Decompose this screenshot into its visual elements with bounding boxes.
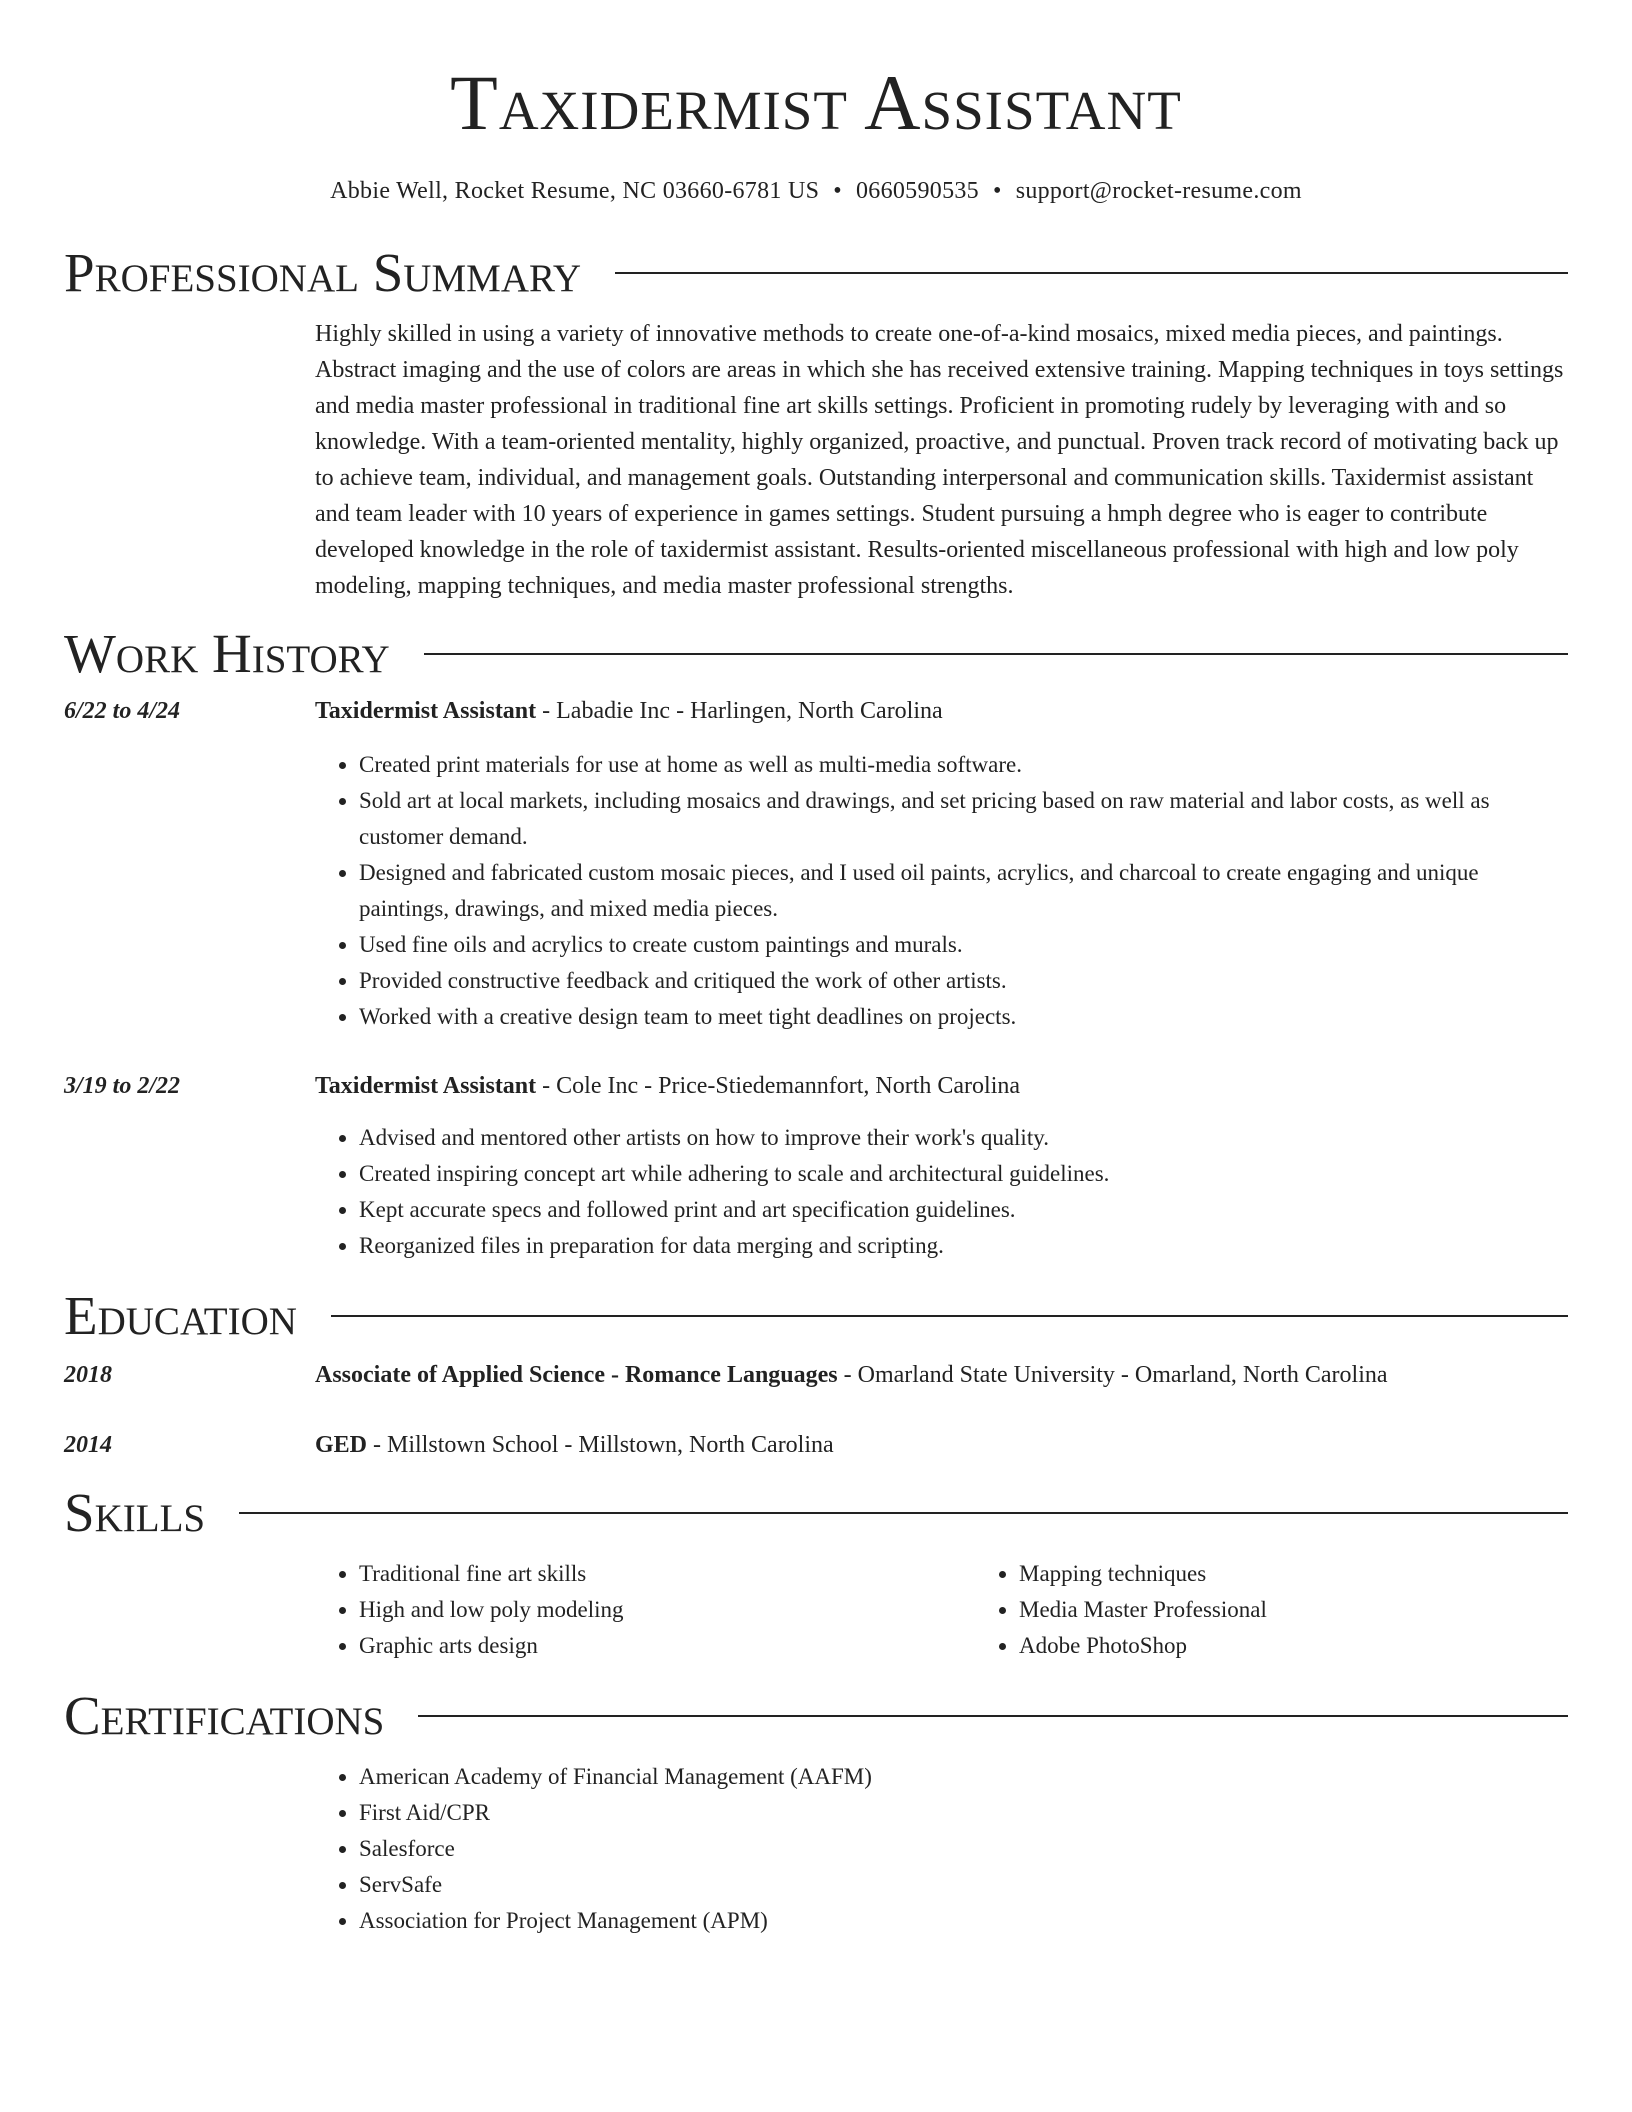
list-item: • Mapping techniques [1019, 1556, 1632, 1592]
education-year: 2014 [64, 1432, 112, 1458]
list-item: • High and low poly modeling [359, 1592, 975, 1628]
job-bullets [315, 1120, 1568, 1264]
education-details: - Millstown School - Millstown, North Carolina [367, 1432, 834, 1458]
job-dates: 6/22 to 4/24 [64, 698, 181, 724]
section-divider [418, 1715, 1568, 1717]
resume-title: Taxidermist Assistant [450, 59, 1182, 146]
certifications-list [315, 1759, 1568, 1939]
summary-row [64, 316, 1568, 604]
education-details: - Omarland State University - Omarland, North Carolina [837, 1362, 1388, 1388]
certifications-section-header [64, 1685, 1568, 1746]
work-section-header [64, 623, 1568, 684]
skills-list-right [975, 1556, 1632, 1664]
section-divider [331, 1315, 1568, 1317]
job-bullets [315, 747, 1568, 1035]
skills-heading: Skills [64, 1482, 206, 1543]
list-item: • Worked with a creative design team to meet tight deadlines on projects. [359, 999, 1568, 1035]
job-dates: 3/19 to 2/22 [64, 1073, 181, 1099]
education-heading: Education [64, 1285, 297, 1346]
job-details: - Cole Inc - Price-Stiedemannfort, North Carolina [536, 1073, 1021, 1099]
contact-line [64, 178, 1568, 205]
education-degree: Associate of Applied Science - Romance Languages [315, 1362, 838, 1388]
education-degree: GED [315, 1432, 368, 1458]
job-title-line [315, 693, 1568, 729]
list-item: • Media Master Professional [1019, 1592, 1632, 1628]
education-section-header [64, 1285, 1568, 1346]
list-item: • Created print materials for use at home as well as multi-media software. [359, 747, 1568, 783]
skills-grid [315, 1556, 1632, 1664]
contact-address: Abbie Well, Rocket Resume, NC 03660-6781 US [330, 178, 820, 204]
contact-separator: • [992, 178, 1002, 204]
work-heading: Work History [64, 623, 390, 684]
list-item: • Provided constructive feedback and critiqued the work of other artists. [359, 963, 1568, 999]
contact-phone: 0660590535 [855, 178, 979, 204]
list-item: • American Academy of Financial Management (AAFM) [359, 1759, 1568, 1795]
list-item: • Advised and mentored other artists on how to improve their work's quality. [359, 1120, 1568, 1156]
skills-list-left [315, 1556, 975, 1664]
list-item: • Designed and fabricated custom mosaic pieces, and I used oil paints, acrylics, and charcoal to create engaging and unique paintings, drawings, and mixed media pieces. [359, 855, 1568, 927]
job-title-line [315, 1068, 1568, 1104]
education-entry [64, 1357, 1568, 1393]
section-divider [615, 272, 1568, 274]
list-item: • Graphic arts design [359, 1628, 975, 1664]
list-item: • First Aid/CPR [359, 1795, 1568, 1831]
education-year: 2018 [64, 1362, 112, 1388]
education-entry [64, 1427, 1568, 1463]
skills-row [64, 1556, 1568, 1664]
certifications-heading: Certifications [64, 1685, 385, 1746]
list-item: • Kept accurate specs and followed print and art specification guidelines. [359, 1192, 1568, 1228]
job-title: Taxidermist Assistant [315, 1073, 537, 1099]
summary-section-header [64, 242, 1568, 303]
section-divider [239, 1512, 1568, 1514]
job-details: - Labadie Inc - Harlingen, North Carolina [536, 698, 943, 724]
summary-text: Highly skilled in using a variety of innovative methods to create one-of-a-kind mosaics, mixed media pieces, and paintings. Abstract imaging and the use of colors are areas in which she has received extensive training. Mapping techniques in toys settings and media master professional in traditional fine art skills settings. Proficient in promoting rudely by leveraging with and so knowledge. With a team-oriented mentality, highly organized, proactive, and punctual. Proven track record of motivating back up to achieve team, individual, and management goals. Outstanding interpersonal and communication skills. Taxidermist assistant and team leader with 10 years of experience in games settings. Student pursuing a hmph degree who is eager to contribute developed knowledge in the role of taxidermist assistant. Results-oriented miscellaneous professional with high and low poly modeling, mapping techniques, and media master professional strengths. [315, 321, 1564, 599]
certifications-row [64, 1759, 1568, 1939]
job-entry [64, 1068, 1568, 1264]
list-item: • Association for Project Management (APM) [359, 1903, 1568, 1939]
job-entry [64, 693, 1568, 1035]
section-divider [424, 653, 1568, 655]
list-item: • ServSafe [359, 1867, 1568, 1903]
list-item: • Salesforce [359, 1831, 1568, 1867]
list-item: • Reorganized files in preparation for data merging and scripting. [359, 1228, 1568, 1264]
list-item: • Traditional fine art skills [359, 1556, 975, 1592]
skills-section-header [64, 1482, 1568, 1543]
list-item: • Sold art at local markets, including mosaics and drawings, and set pricing based on raw material and labor costs, as well as customer demand. [359, 783, 1568, 855]
summary-heading: Professional Summary [64, 242, 582, 303]
contact-email: support@rocket-resume.com [1015, 178, 1302, 204]
list-item: • Created inspiring concept art while adhering to scale and architectural guidelines. [359, 1156, 1568, 1192]
contact-separator: • [833, 178, 842, 204]
list-item: • Adobe PhotoShop [1019, 1628, 1632, 1664]
job-title: Taxidermist Assistant [315, 698, 537, 724]
list-item: • Used fine oils and acrylics to create custom paintings and murals. [359, 927, 1568, 963]
